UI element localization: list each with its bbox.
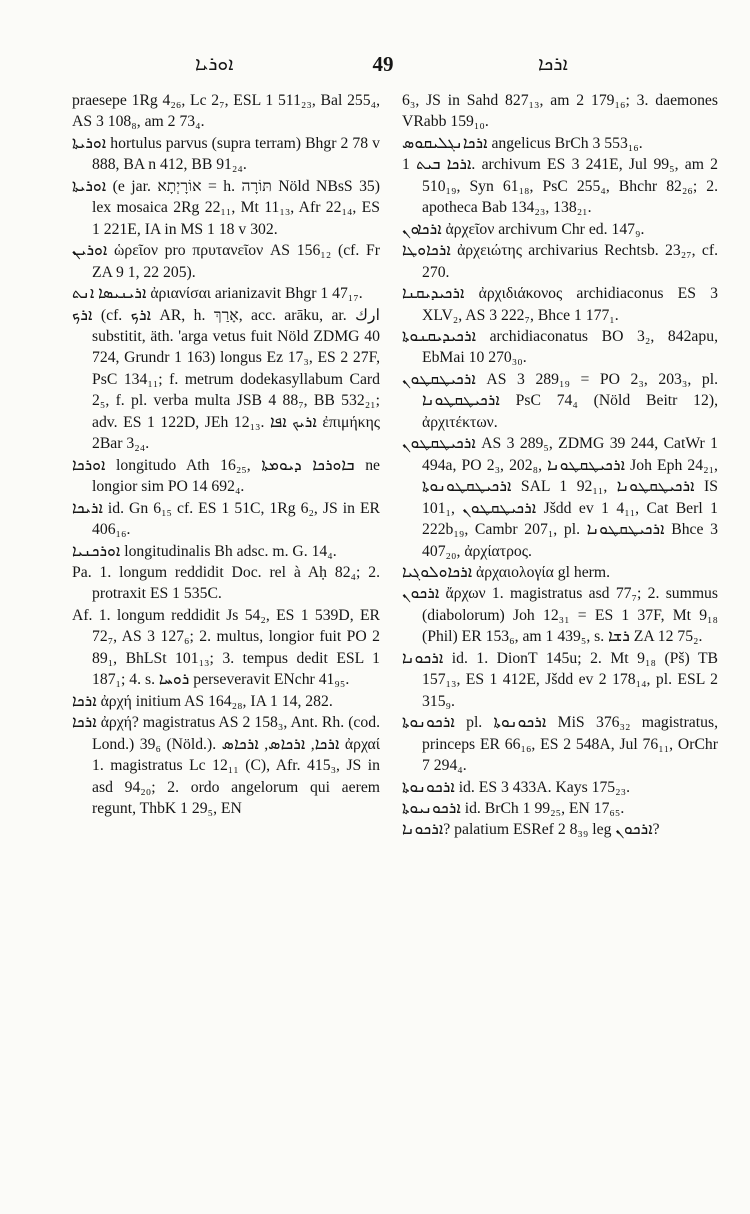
right-column (402, 90, 718, 841)
dictionary-entry: ܐܪܟܐܘܠܘܓܝܐ ἀρχαιολογία gl herm. (402, 563, 611, 581)
dictionary-entry: ܐܪܟܝܛܩܛܘܢ AS 3 289₅, ZDMG 39 244, CatWr 1 494a, PO 2₃, 202₈, ܐܪܟܝܛܩܛܘܢܐ Joh Eph 24₂₁, ܐܪܟܝܛܩܛܘܢܘܬܐ SAL 1 92₁₁, ܐܪܟܝܛܩܛܘܢܐ IS 101₁, ܐܪܟܝܛܩܛܘܢ Jšdd ev 1 4₁₁, Cat Berl 1 222b₁₉, Cambr 207₁, pl. ܐܪܟܝܛܩܛܘܢܐ Bhce 3 407₂₀, ἀρχίατρος. (402, 435, 718, 560)
dictionary-entry: ܐܘܪܟܢܝܐ longitudinalis Bh adsc. m. G. 14₄. (72, 542, 337, 560)
dictionary-entry: ܐܪܝܢܝܣܐ ܐܢܬ ἀριανίσαι arianizavit Bhgr 1 47₁₇. (72, 285, 363, 303)
dictionary-entry: ܐܪܟܐܘܢ ἀρχεῖον archivum Chr ed. 147₉. (402, 220, 645, 238)
dictionary-entry: ܐܘܪܝܬܐ (e jar. אוֹרָיְתָא = h. תּוֹרָה Nöld NBsS 35) lex mosaica 2Rg 22₁₁, Mt 11₁₃, Afr 22₁₄, ES 1 221E, IA in MS 1 18 v 302. (72, 177, 380, 238)
dictionary-entry: ܐܪܟܐ ἀρχή? magistratus AS 2 158₃, Ant. Rh. (cod. Lond.) 39₆ (Nöld.). ܐܪܟܐ, ܐܪܟܐܣ, ܐܪܟܐܣ ἀρχαί 1. magistratus Lc 12₁₁ (C), Afr. 415₃, JS in asd 94₂₀; 2. ordo angelorum qui aerem regunt, ThbK 1 29₅, EN (72, 714, 380, 817)
dictionary-entry: ܐܪܟܘܢܐ id. 1. DionT 145u; 2. Mt 9₁₈ (Pš) TB 157₁₃, ES 1 412E, Jšdd ev 2 178₁₄, pl. ESL 2 315₉. (402, 649, 718, 710)
running-header-left: ܐܘܪܝܐ (195, 54, 234, 75)
dictionary-entry: ܐܘܪܟܐ longitudo Ath 16₂₅, ܒܐܘܪܟܐ ܕܝܘܡܬܐ ne longior sim PO 14 692₄. (72, 456, 380, 496)
dictionary-entry: ܐܪܟܐܢܓܠܝܩܘܣ angelicus BrCh 3 553₁₆. (402, 134, 643, 152)
dictionary-entry: ܐܪܟܝܕܝܩܢܘܬܐ archidiaconatus BO 3₂, 842apu, EbMai 10 270₃₀. (402, 327, 718, 367)
dictionary-entry: ܐܪܟܐ ܒܝܬ 1. archivum ES 3 241E, Jul 99₅, am 2 510₁₉, Syn 61₁₈, PsC 255₄, Bhchr 82₂₆; 2. apotheca Bab 134₂₃, 138₂₁. (402, 156, 718, 217)
dictionary-entry: Af. 1. longum reddidit Js 54₂, ES 1 539D, ER 72₇, AS 3 127₆; 2. multus, longior fuit PO 2 89₁, BhLSt 101₁₃; 3. tempus dedit ESL 1 187₁; 4. s. ܪܘܚܐ perseveravit ENchr 41₉₅. (72, 606, 380, 689)
dictionary-entry: ܐܘܪܝܬܐ hortulus parvus (supra terram) Bhgr 2 78 v 888, BA n 412, BB 91₂₄. (72, 134, 380, 174)
dictionary-entry: ܐܪܝܟܐ id. Gn 6₁₅ cf. ES 1 51C, 1Rg 6₂, JS in ER 406₁₆. (72, 499, 380, 539)
dictionary-entry: ܐܪܟܘܢ ἄρχων 1. magistratus asd 77₇; 2. summus (diabolorum) Joh 12₃₁ = ES 1 37F, Mt 9₁₈ (Phil) ER 153₆, am 1 439₅, s. ܪܫܐ ZA 12 75₂. (402, 585, 718, 646)
dictionary-entry: ܐܪܟܘܢܐ? palatium ESRef 2 8₃₉ leg ܐܪܟܘܢ? (402, 821, 660, 839)
dictionary-entry: ܐܪܟܘܢܘܬܐ id. ES 3 433A. Kays 175₂₃. (402, 778, 631, 796)
dictionary-entry: ܐܪܟܝܛܩܛܘܢ AS 3 289₁₉ = PO 2₃, 203₃, pl. ܐܪܟܝܛܩܛܘܢܐ PsC 74₄ (Nöld Beitr 12), ἀρχιτέκτων. (402, 370, 718, 431)
dictionary-entry: ܐܪܟܝܕܝܩܢܐ ἀρχιδιάκονος archidiaconus ES 3 XLV₂, AS 3 222₇, Bhce 1 177₁. (402, 285, 718, 324)
dictionary-entry: ܐܪܟܘܢܝܘܬܐ id. BrCh 1 99₂₅, EN 17₆₅. (402, 799, 625, 817)
dictionary-entry: ܐܘܪܝܢ ὡρεῖον pro πρυτανεῖον AS 156₁₂ (cf. Fr ZA 9 1, 22 205). (72, 242, 380, 281)
left-column (72, 90, 380, 819)
dictionary-entry: Pa. 1. longum reddidit Doc. rel à Aḥ 82₄; 2. protraxit ES 1 535C. (72, 563, 380, 603)
page-number: 49 (372, 52, 394, 76)
dictionary-entry: ܐܪܟܐ ἀρχή initium AS 164₂₈, IA 1 14, 282. (72, 692, 333, 710)
dictionary-entry: ܐܪܟܘܢܘܬܐ pl. ܐܪܟܘܢܘܬܐ MiS 376₃₂ magistratus, princeps ER 66₁₆, ES 2 548A, Jul 76₁₁, OrChr 7 294₄. (402, 714, 718, 775)
dictionary-entry: ܐܪܟ (cf. ܐܪܟ AR, h. אָרַךְ, acc. arāku, ar. ارك substitit, äth. 'arga vetus fuit Nöld ZDMG 40 724, Grundr 1 163) longus Ez 17₃, ES 2 27F, PsC 134₁₁; f. metrum dodekasyllabum Card 2₅, f. pl. verba multa JSB 4 88₇, BB 532₂₁; adv. ES 1 122D, JEh 12₁₃. ܐܪܝܟ ܐܦܐ ἐπιμήκης 2Bar 3₂₄. (72, 306, 380, 453)
dictionary-entry: ܐܪܟܐܘܛܐ ἀρχειώτης archivarius Rechtsb. 23₂₇, cf. 270. (402, 242, 718, 281)
dictionary-entry: 6₃, JS in Sahd 827₁₃, am 2 179₁₆; 3. daemones VRabb 159₁₀. (402, 92, 718, 131)
dictionary-entry: praesepe 1Rg 4₂₆, Lc 2₇, ESL 1 511₂₃, Bal 255₄, AS 3 108₈, am 2 73₄. (72, 92, 380, 131)
running-header-right: ܐܪܟܐ (538, 54, 568, 75)
